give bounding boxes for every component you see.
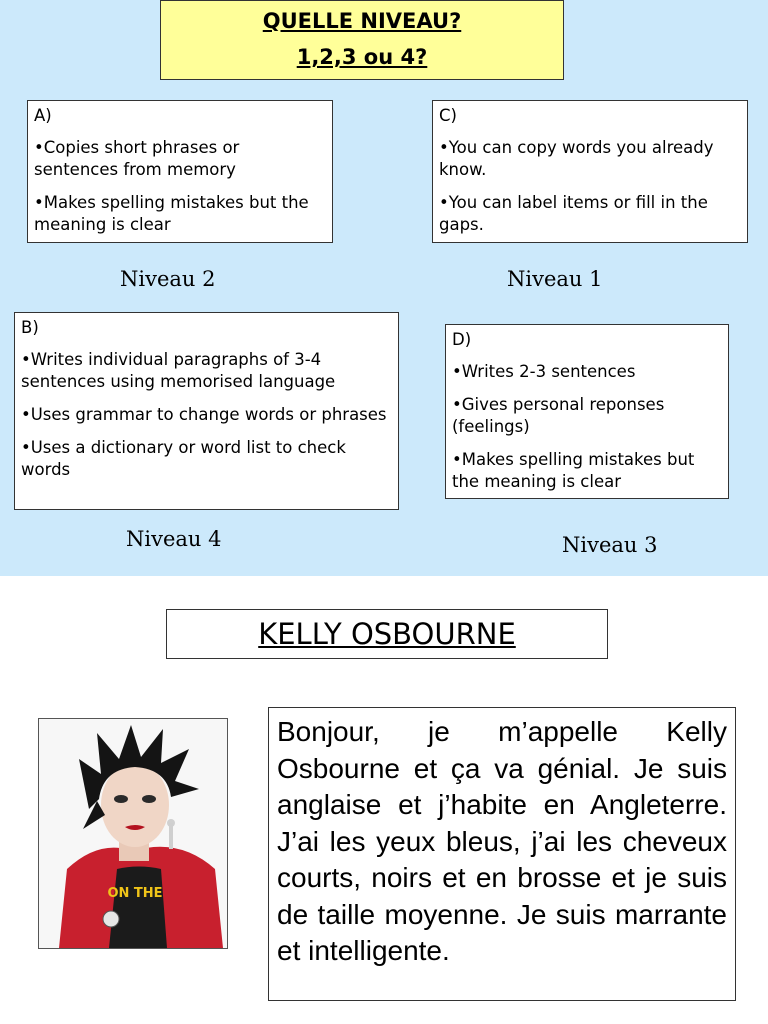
niveau-label-b: Niveau 4 [126,527,222,551]
box-bullet: •Gives personal reponses (feelings) [452,395,665,436]
box-letter: B) [21,318,39,337]
niveau-label-c: Niveau 1 [507,267,603,291]
shirt-text: ON THE [107,886,163,901]
title-line-1: QUELLE NIVEAU? [262,9,462,33]
box-letter: C) [439,106,457,125]
box-bullet: •Makes spelling mistakes but the meaning is clear [34,193,309,234]
box-bullet: •Writes 2-3 sentences [452,362,636,381]
level-box-a [27,100,333,243]
level-box-c [432,100,748,243]
box-bullet: •Copies short phrases or sentences from memory [34,138,240,179]
celebrity-name: KELLY OSBOURNE [166,609,608,659]
niveau-label-d: Niveau 3 [562,533,658,557]
celebrity-photo [38,718,228,949]
box-bullet: •Makes spelling mistakes but the meaning is clear [452,450,695,491]
box-letter: A) [34,106,52,125]
box-letter: D) [452,330,472,349]
celebrity-description: Bonjour, je m’appelle Kelly Osbourne et ça va génial. Je suis anglaise et j’habite en Angleterre. J’ai les yeux bleus, j’ai les cheveux courts, noirs et en brosse et je suis de taille moyenne. Je suis marrante et intelligente. [268,707,736,1001]
box-bullet: •Uses grammar to change words or phrases [21,405,387,424]
box-bullet: •Writes individual paragraphs of 3-4 sentences using memorised language [21,350,336,391]
title-line-2: 1,2,3 ou 4? [296,45,428,69]
box-bullet: •You can copy words you already know. [439,138,714,179]
title-box [160,0,564,80]
box-bullet: •You can label items or fill in the gaps. [439,193,708,234]
level-box-d [445,324,729,499]
niveau-label-a: Niveau 2 [120,267,216,291]
level-box-b [14,312,399,510]
box-bullet: •Uses a dictionary or word list to check words [21,438,346,479]
